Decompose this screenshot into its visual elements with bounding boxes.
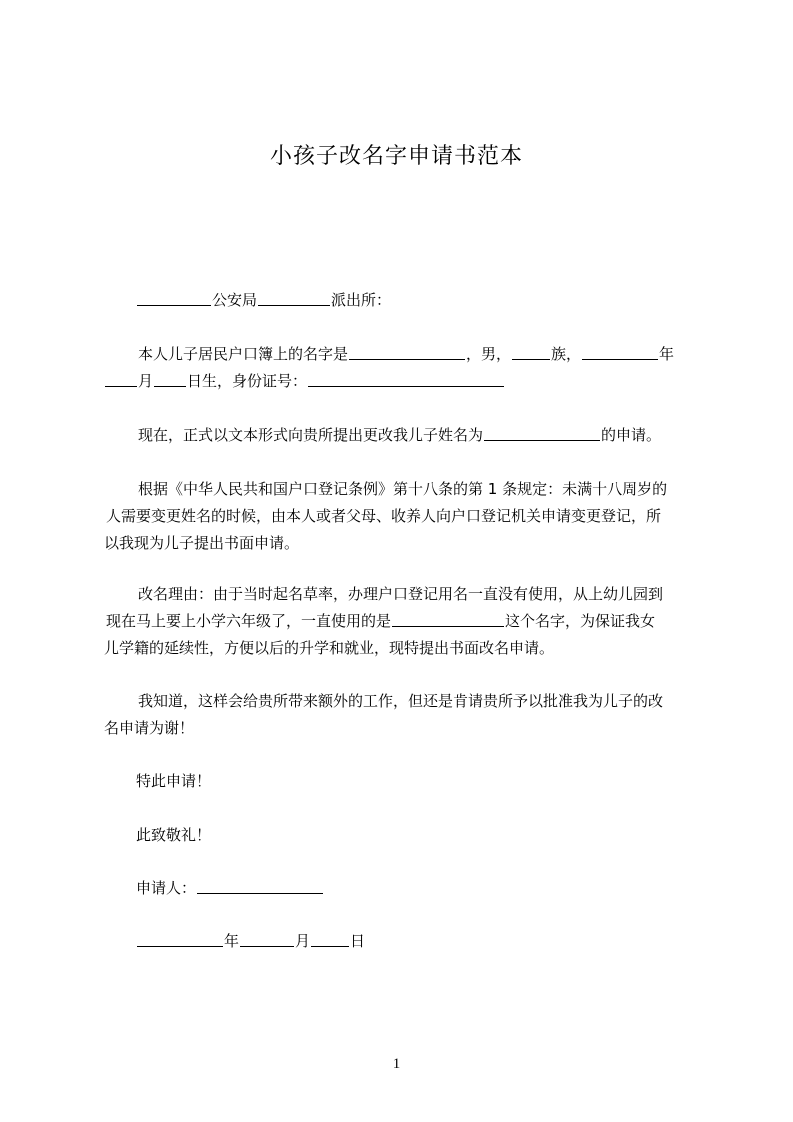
closing-salute: 此致敬礼！ bbox=[136, 826, 212, 844]
para1-line2: 月 日生，身份证号： bbox=[104, 366, 505, 396]
birth-year-blank bbox=[582, 343, 658, 360]
para5-line1: 我知道，这样会给贵所带来额外的工作，但还是肯请贵所予以批准我为儿子的改 bbox=[138, 692, 664, 710]
id-number-blank bbox=[308, 370, 504, 387]
applicant-signature-blank bbox=[197, 877, 323, 894]
para3-line3: 以我现为儿子提出书面申请。 bbox=[104, 534, 300, 552]
police-bureau-blank bbox=[137, 289, 211, 306]
ethnicity-blank bbox=[512, 343, 550, 360]
new-name-blank bbox=[484, 424, 600, 441]
document-title: 小孩子改名字申请书范本 bbox=[269, 144, 523, 169]
salutation: 公安局 派出所： bbox=[136, 285, 391, 315]
used-name-blank bbox=[392, 610, 504, 627]
current-name-blank bbox=[349, 343, 465, 360]
page-number: 1 bbox=[392, 1056, 401, 1072]
date-month-blank bbox=[240, 930, 294, 947]
para1-line1: 本人儿子居民户口簿上的名字是 ，男， 族， 年 bbox=[138, 345, 675, 363]
birth-day-blank bbox=[154, 370, 186, 387]
para3-line1: 根据《中华人民共和国户口登记条例》第十八条的第 1 条规定：未满十八周岁的 bbox=[138, 480, 668, 498]
birth-month-blank bbox=[105, 370, 137, 387]
police-station-blank bbox=[258, 289, 330, 306]
para3-line2: 人需要变更姓名的时候，由本人或者父母、收养人向户口登记机关申请变更登记，所 bbox=[106, 507, 662, 525]
date-line: 年 月 日 bbox=[136, 926, 365, 956]
date-day-blank bbox=[311, 930, 349, 947]
para4-line3: 儿学籍的延续性，方便以后的升学和就业，现特提出书面改名申请。 bbox=[104, 639, 555, 657]
closing-request: 特此申请！ bbox=[136, 772, 212, 790]
date-year-blank bbox=[137, 930, 223, 947]
para4-line1: 改名理由：由于当时起名草率，办理户口登记用名一直没有使用，从上幼儿园到 bbox=[138, 585, 664, 603]
para5-line2: 名申请为谢！ bbox=[104, 719, 195, 737]
para2: 现在，正式以文本形式向贵所提出更改我儿子姓名为 的申请。 bbox=[138, 426, 662, 444]
applicant-line: 申请人： bbox=[136, 873, 324, 903]
para4-line2: 现在马上要上小学六年级了，一直使用的是 这个名字，为保证我女 bbox=[106, 612, 656, 630]
